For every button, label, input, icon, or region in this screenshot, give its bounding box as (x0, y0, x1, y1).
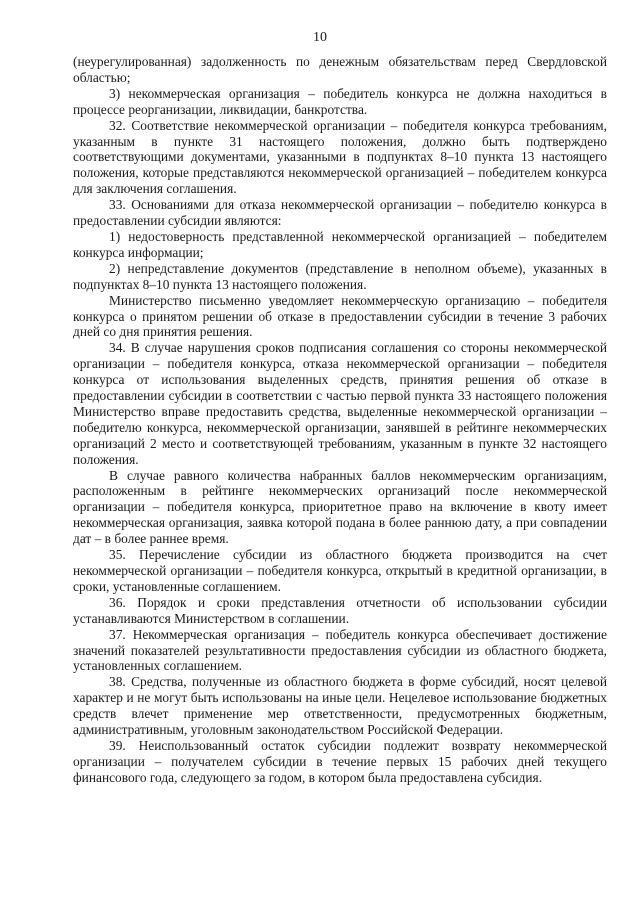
page-number: 10 (313, 30, 327, 45)
paragraph-clause-39: 39. Неиспользованный остаток субсидии подлежит возврату некоммерческой организации – получателем субсидии в течение первых 15 рабочих дней текущего финансового года, следующего за годом, в котором была предоставлена субсидия. (73, 737, 607, 785)
paragraph-clause-33: 33. Основаниями для отказа некоммерческой организации – победителю конкурса в предоставлении субсидии являются: (73, 197, 607, 229)
paragraph-clause-32: 32. Соответствие некоммерческой организации – победителя конкурса требованиям, указанным в пункте 31 настоящего положения, должно быть подтверждено соответствующими документами, указанными в подпунктах 8–10 пункта 13 настоящего положения, которые представляются некоммерческой организацией – победителем конкурса для заключения соглашения. (73, 117, 607, 197)
paragraph-clause-37: 37. Некоммерческая организация – победитель конкурса обеспечивает достижение значений показателей результативности предоставления субсидии из областного бюджета, установленных соглашением. (73, 626, 607, 674)
paragraph-clause-33-subitem-1: 1) недостоверность представленной некоммерческой организацией – победителем конкурса информации; (73, 228, 607, 260)
paragraph-ministry-notice: Министерство письменно уведомляет некоммерческую организацию – победителя конкурса о принятом решении об отказе в предоставлении субсидии в течение 3 рабочих дней со дня принятия решения. (73, 292, 607, 340)
paragraph-subitem-3: 3) некоммерческая организация – победитель конкурса не должна находиться в процессе реорганизации, ликвидации, банкротства. (73, 85, 607, 117)
paragraph-clause-36: 36. Порядок и сроки представления отчетности об использовании субсидии устанавливаются Министерством в соглашении. (73, 594, 607, 626)
paragraph-equal-score-rule: В случае равного количества набранных баллов некоммерческим организациям, расположенным в рейтинге некоммерческих организаций после некоммерческой организации – победителя конкурса, приоритетное право на включение в квоту имеет некоммерческая организация, заявка которой подана в более раннюю дату, а при совпадении дат – в более раннее время. (73, 467, 607, 547)
paragraph-clause-34: 34. В случае нарушения сроков подписания соглашения со стороны некоммерческой организации – победителя конкурса, отказа некоммерческой организации – победителя конкурса от использования выделенных средств, принятия решения об отказе в предоставлении субсидии в соответствии с частью первой пункта 33 настоящего положения Министерство вправе предоставить средства, выделенные некоммерческой организации – победителю конкурса, некоммерческой организации, занявшей в рейтинге некоммерческих организаций 2 место и соответствующей требованиям, указанным в пункте 32 настоящего положения. (73, 340, 607, 467)
paragraph-clause-33-subitem-2: 2) непредставление документов (представление в неполном объеме), указанных в подпунктах 8–10 пункта 13 настоящего положения. (73, 260, 607, 292)
paragraph-clause-38: 38. Средства, полученные из областного бюджета в форме субсидий, носят целевой характер и не могут быть использованы на иные цели. Нецелевое использование бюджетных средств влечет применение мер ответственности, предусмотренных бюджетным, административным, уголовным законодательством Российской Федерации. (73, 674, 607, 738)
paragraph-continuation: (неурегулированная) задолженность по денежным обязательствам перед Свердловской областью; (73, 54, 607, 85)
paragraph-clause-35: 35. Перечисление субсидии из областного бюджета производится на счет некоммерческой организации – победителя конкурса, открытый в кредитной организации, в сроки, установленные соглашением. (73, 547, 607, 594)
document-body (73, 54, 607, 786)
